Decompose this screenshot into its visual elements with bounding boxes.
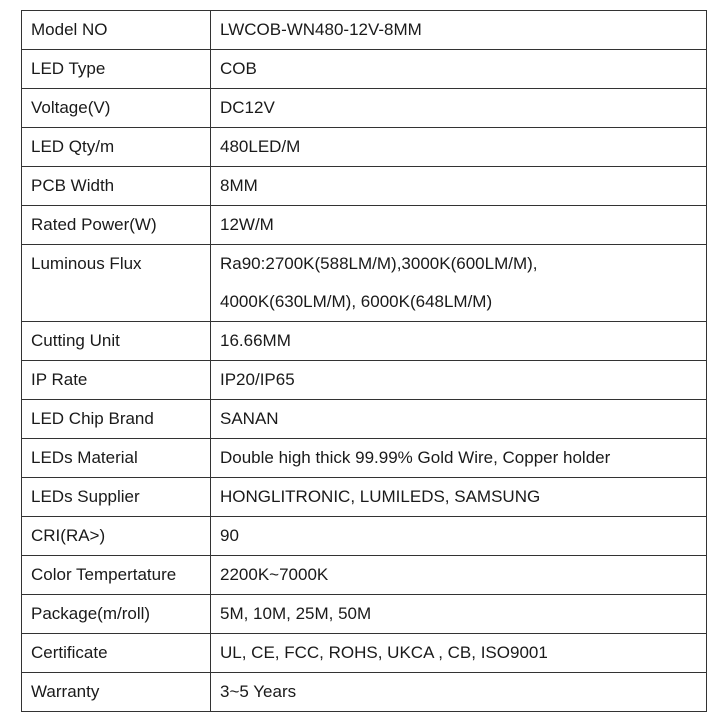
spec-value-line: 480LED/M <box>220 137 301 156</box>
spec-row-pcb-width <box>22 167 707 206</box>
spec-row-leds-supplier <box>22 478 707 517</box>
spec-row-ip-rate <box>22 361 707 400</box>
spec-label: Warranty <box>22 673 211 712</box>
spec-row-led-qty <box>22 128 707 167</box>
spec-value-line: 5M, 10M, 25M, 50M <box>220 604 372 623</box>
spec-value <box>211 167 707 206</box>
spec-value <box>211 128 707 167</box>
spec-label: Rated Power(W) <box>22 206 211 245</box>
spec-value <box>211 517 707 556</box>
spec-row-cutting-unit <box>22 322 707 361</box>
spec-row-warranty <box>22 673 707 712</box>
spec-table-body <box>22 11 707 712</box>
spec-value <box>211 556 707 595</box>
spec-value-line: Ra90:2700K(588LM/M),3000K(600LM/M), <box>220 254 538 273</box>
spec-table <box>21 10 707 712</box>
spec-row-rated-power <box>22 206 707 245</box>
spec-value-line: SANAN <box>220 409 279 428</box>
spec-row-model-no <box>22 11 707 50</box>
spec-value-line: 2200K~7000K <box>220 565 329 584</box>
spec-value-line: UL, CE, FCC, ROHS, UKCA , CB, ISO9001 <box>220 643 548 662</box>
spec-value <box>211 400 707 439</box>
spec-value-line: 90 <box>220 526 239 545</box>
spec-value <box>211 206 707 245</box>
spec-label: LEDs Supplier <box>22 478 211 517</box>
spec-label: Certificate <box>22 634 211 673</box>
spec-row-package <box>22 595 707 634</box>
spec-label: LED Qty/m <box>22 128 211 167</box>
spec-row-led-type <box>22 50 707 89</box>
spec-value <box>211 439 707 478</box>
spec-label: PCB Width <box>22 167 211 206</box>
spec-value-line: 12W/M <box>220 215 274 234</box>
spec-label: Voltage(V) <box>22 89 211 128</box>
spec-label: Luminous Flux <box>22 245 211 322</box>
spec-value-line: IP20/IP65 <box>220 370 295 389</box>
spec-value <box>211 673 707 712</box>
spec-row-led-chip-brand <box>22 400 707 439</box>
spec-value-line: HONGLITRONIC, LUMILEDS, SAMSUNG <box>220 487 541 506</box>
spec-value <box>211 11 707 50</box>
spec-value-line: 3~5 Years <box>220 682 297 701</box>
spec-row-voltage <box>22 89 707 128</box>
spec-value <box>211 478 707 517</box>
spec-label: Model NO <box>22 11 211 50</box>
spec-row-leds-material <box>22 439 707 478</box>
spec-value-line: DC12V <box>220 98 275 117</box>
spec-value <box>211 361 707 400</box>
spec-row-color-temperature <box>22 556 707 595</box>
spec-value <box>211 245 707 322</box>
spec-value-line: LWCOB-WN480-12V-8MM <box>220 20 422 39</box>
spec-label: IP Rate <box>22 361 211 400</box>
spec-value <box>211 50 707 89</box>
spec-value <box>211 634 707 673</box>
spec-value-line: 16.66MM <box>220 331 291 350</box>
spec-label: Color Tempertature <box>22 556 211 595</box>
spec-value <box>211 322 707 361</box>
spec-value-line: Double high thick 99.99% Gold Wire, Copper holder <box>220 448 611 467</box>
spec-label: LEDs Material <box>22 439 211 478</box>
spec-label: LED Chip Brand <box>22 400 211 439</box>
spec-value <box>211 595 707 634</box>
spec-row-luminous-flux <box>22 245 707 322</box>
spec-value-line: 8MM <box>220 176 258 195</box>
spec-label: Cutting Unit <box>22 322 211 361</box>
spec-row-certificate <box>22 634 707 673</box>
spec-label: LED Type <box>22 50 211 89</box>
spec-value-line: COB <box>220 59 257 78</box>
spec-value-line: 4000K(630LM/M), 6000K(648LM/M) <box>220 292 493 311</box>
spec-label: Package(m/roll) <box>22 595 211 634</box>
spec-value <box>211 89 707 128</box>
spec-row-cri <box>22 517 707 556</box>
spec-label: CRI(RA>) <box>22 517 211 556</box>
